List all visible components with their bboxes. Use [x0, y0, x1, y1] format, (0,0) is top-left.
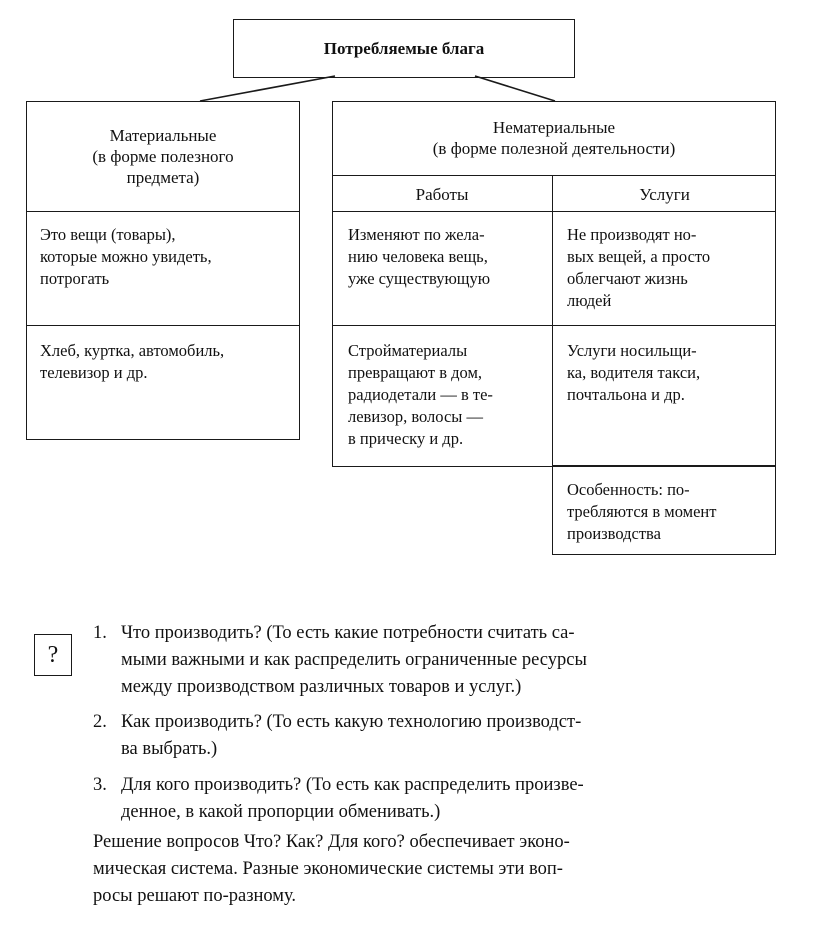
services-description: Не производят но- вых вещей, а просто облегчают жизнь людей	[567, 225, 711, 310]
question-number: 1.	[93, 623, 107, 643]
question-list	[93, 620, 793, 820]
question-number: 2.	[93, 712, 107, 732]
divider	[26, 211, 300, 212]
question-text: Как производить? (То есть какую технологию производст- ва выбрать.)	[121, 712, 582, 759]
material-header: Материальные (в форме полезного предмета)	[92, 125, 234, 187]
works-description: Изменяют по жела- нию человека вещь, уже существующую	[348, 225, 491, 288]
question-mark-icon: ?	[47, 641, 59, 668]
works-header: Работы	[415, 184, 469, 204]
works-examples: Стройматериалы превращают в дом, радиодетали — в те- левизор, волосы — в прическу и др.	[348, 341, 493, 448]
services-examples: Услуги носильщи- ка, водителя такси, почтальона и др.	[567, 341, 701, 404]
divider	[332, 211, 776, 212]
root-box	[233, 19, 575, 78]
question-text: Что производить? (То есть какие потребности считать са- мыми важными и как распределить ограниченные ресурсы между производством различных товаров и услуг.)	[121, 623, 587, 697]
material-description: Это вещи (товары), которые можно увидеть, потрогать	[40, 225, 212, 288]
conclusion-text: Решение вопросов Что? Как? Для кого? обеспечивает эконо- мическая система. Разные экономические системы эти воп- росы решают по-разному.	[93, 832, 570, 906]
question-mark-box	[34, 634, 72, 676]
connector-line-right	[475, 76, 555, 101]
connector-line-left	[200, 76, 335, 101]
divider	[26, 325, 300, 326]
question-number: 3.	[93, 775, 107, 795]
nonmaterial-header: Нематериальные (в форме полезной деятельности)	[432, 118, 676, 158]
services-header: Услуги	[639, 184, 690, 204]
root-title: Потребляемые блага	[323, 38, 485, 58]
question-text: Для кого производить? (То есть как распределить произве- денное, в какой пропорции обменивать.)	[121, 775, 584, 822]
material-examples: Хлеб, куртка, автомобиль, телевизор и др.	[40, 341, 225, 382]
divider	[332, 325, 776, 326]
services-feature: Особенность: по- требляются в момент производства	[567, 480, 717, 543]
